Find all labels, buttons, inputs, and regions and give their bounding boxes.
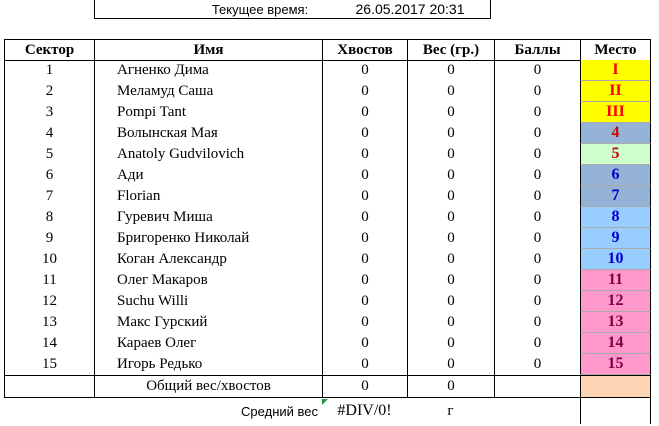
col-weight-cell[interactable]: 0 [407, 165, 494, 186]
col-sector-header[interactable]: Сектор [4, 39, 95, 61]
col-place-cell: I [580, 60, 651, 81]
col-sector-cell: 7 [4, 186, 94, 207]
col-place-cell: 7 [580, 186, 651, 207]
col-points-cell: 0 [494, 123, 580, 144]
col-tails-cell[interactable]: 0 [322, 333, 407, 354]
col-points-cell: 0 [494, 81, 580, 102]
col-sector-cell: 6 [4, 165, 94, 186]
totals-blank-cell [4, 375, 95, 398]
col-points-cell: 0 [494, 144, 580, 165]
col-weight-cell[interactable]: 0 [407, 354, 494, 375]
col-points-cell: 0 [494, 312, 580, 333]
col-points-cell: 0 [494, 186, 580, 207]
col-sector-cell: 4 [4, 123, 94, 144]
col-place-cell: 15 [580, 354, 651, 375]
col-tails-cell[interactable]: 0 [322, 291, 407, 312]
col-name-cell[interactable]: Florian [94, 186, 322, 207]
col-name-cell[interactable]: Меламуд Саша [94, 81, 322, 102]
col-sector-cell: 1 [4, 60, 94, 81]
col-tails-cell[interactable]: 0 [322, 144, 407, 165]
col-sector-cell: 2 [4, 81, 94, 102]
col-points-cell: 0 [494, 60, 580, 81]
col-points-cell: 0 [494, 249, 580, 270]
col-weight-cell[interactable]: 0 [407, 207, 494, 228]
col-weight-cell[interactable]: 0 [407, 123, 494, 144]
current-time-value[interactable]: 26.05.2017 20:31 [355, 1, 465, 17]
col-points-cell: 0 [494, 207, 580, 228]
col-place-cell: 13 [580, 312, 651, 333]
average-weight-label: Средний вес [241, 403, 318, 419]
col-place-cell: 12 [580, 291, 651, 312]
col-tails-cell[interactable]: 0 [322, 123, 407, 144]
totals-label: Общий вес/хвостов [94, 375, 323, 398]
col-weight-cell[interactable]: 0 [407, 186, 494, 207]
col-name-cell[interactable]: Pompi Tant [94, 102, 322, 123]
col-sector-cell: 8 [4, 207, 94, 228]
place-column-tail [580, 398, 651, 424]
col-weight-cell[interactable]: 0 [407, 249, 494, 270]
col-points-header[interactable]: Баллы [494, 39, 581, 61]
col-sector-cell: 3 [4, 102, 94, 123]
col-weight-cell[interactable]: 0 [407, 102, 494, 123]
col-tails-cell[interactable]: 0 [322, 228, 407, 249]
col-points-cell: 0 [494, 228, 580, 249]
average-weight-unit: г [447, 402, 454, 419]
col-weight-cell[interactable]: 0 [407, 291, 494, 312]
col-tails-header[interactable]: Хвостов [322, 39, 408, 61]
col-sector-cell: 5 [4, 144, 94, 165]
col-name-cell[interactable]: Волынская Мая [94, 123, 322, 144]
col-points-cell: 0 [494, 102, 580, 123]
error-indicator-icon [322, 399, 328, 405]
col-sector-cell: 11 [4, 270, 94, 291]
current-time-label: Текущее время: [211, 1, 309, 17]
col-name-cell[interactable]: Игорь Редько [94, 354, 322, 375]
col-tails-cell[interactable]: 0 [322, 249, 407, 270]
col-weight-header[interactable]: Вес (гр.) [407, 39, 495, 61]
average-weight-value[interactable]: #DIV/0! [337, 402, 392, 419]
col-weight-cell[interactable]: 0 [407, 81, 494, 102]
col-tails-cell[interactable]: 0 [322, 81, 407, 102]
totals-weight: 0 [407, 375, 495, 398]
col-sector-cell: 15 [4, 354, 94, 375]
totals-place-cell [580, 375, 651, 398]
col-place-cell: 5 [580, 144, 651, 165]
col-weight-cell[interactable]: 0 [407, 228, 494, 249]
col-tails-cell[interactable]: 0 [322, 207, 407, 228]
col-sector-cell: 12 [4, 291, 94, 312]
col-tails-cell[interactable]: 0 [322, 102, 407, 123]
col-tails-cell[interactable]: 0 [322, 186, 407, 207]
col-place-cell: 4 [580, 123, 651, 144]
col-name-cell[interactable]: Агненко Дима [94, 60, 322, 81]
col-points-cell: 0 [494, 165, 580, 186]
col-tails-cell[interactable]: 0 [322, 312, 407, 333]
col-weight-cell[interactable]: 0 [407, 333, 494, 354]
col-name-cell[interactable]: Олег Макаров [94, 270, 322, 291]
col-sector-cell: 13 [4, 312, 94, 333]
col-name-header[interactable]: Имя [94, 39, 323, 61]
col-place-cell: 11 [580, 270, 651, 291]
col-name-cell[interactable]: Гуревич Миша [94, 207, 322, 228]
col-tails-cell[interactable]: 0 [322, 165, 407, 186]
totals-tails: 0 [322, 375, 408, 398]
col-tails-cell[interactable]: 0 [322, 60, 407, 81]
col-place-cell: 6 [580, 165, 651, 186]
col-place-cell: 9 [580, 228, 651, 249]
col-tails-cell[interactable]: 0 [322, 270, 407, 291]
col-weight-cell[interactable]: 0 [407, 144, 494, 165]
col-sector-cell: 9 [4, 228, 94, 249]
col-tails-cell[interactable]: 0 [322, 354, 407, 375]
col-points-cell: 0 [494, 291, 580, 312]
col-place-header[interactable]: Место [580, 39, 651, 61]
col-name-cell[interactable]: Anatoly Gudvilovich [94, 144, 322, 165]
col-place-cell: 8 [580, 207, 651, 228]
col-place-cell: II [580, 81, 651, 102]
col-points-cell: 0 [494, 354, 580, 375]
col-sector-cell: 14 [4, 333, 94, 354]
col-sector-cell: 10 [4, 249, 94, 270]
col-points-cell: 0 [494, 333, 580, 354]
col-name-cell[interactable]: Бригоренко Николай [94, 228, 322, 249]
col-name-cell[interactable]: Караев Олег [94, 333, 322, 354]
col-place-cell: III [580, 102, 651, 123]
col-name-cell[interactable]: Макс Гурский [94, 312, 322, 333]
totals-points-blank [494, 375, 581, 398]
col-name-cell[interactable]: Коган Александр [94, 249, 322, 270]
col-weight-cell[interactable]: 0 [407, 270, 494, 291]
col-place-cell: 10 [580, 249, 651, 270]
col-weight-cell[interactable]: 0 [407, 60, 494, 81]
col-name-cell[interactable]: Suchu Willi [94, 291, 322, 312]
col-points-cell: 0 [494, 270, 580, 291]
col-place-cell: 14 [580, 333, 651, 354]
col-weight-cell[interactable]: 0 [407, 312, 494, 333]
col-name-cell[interactable]: Ади [94, 165, 322, 186]
